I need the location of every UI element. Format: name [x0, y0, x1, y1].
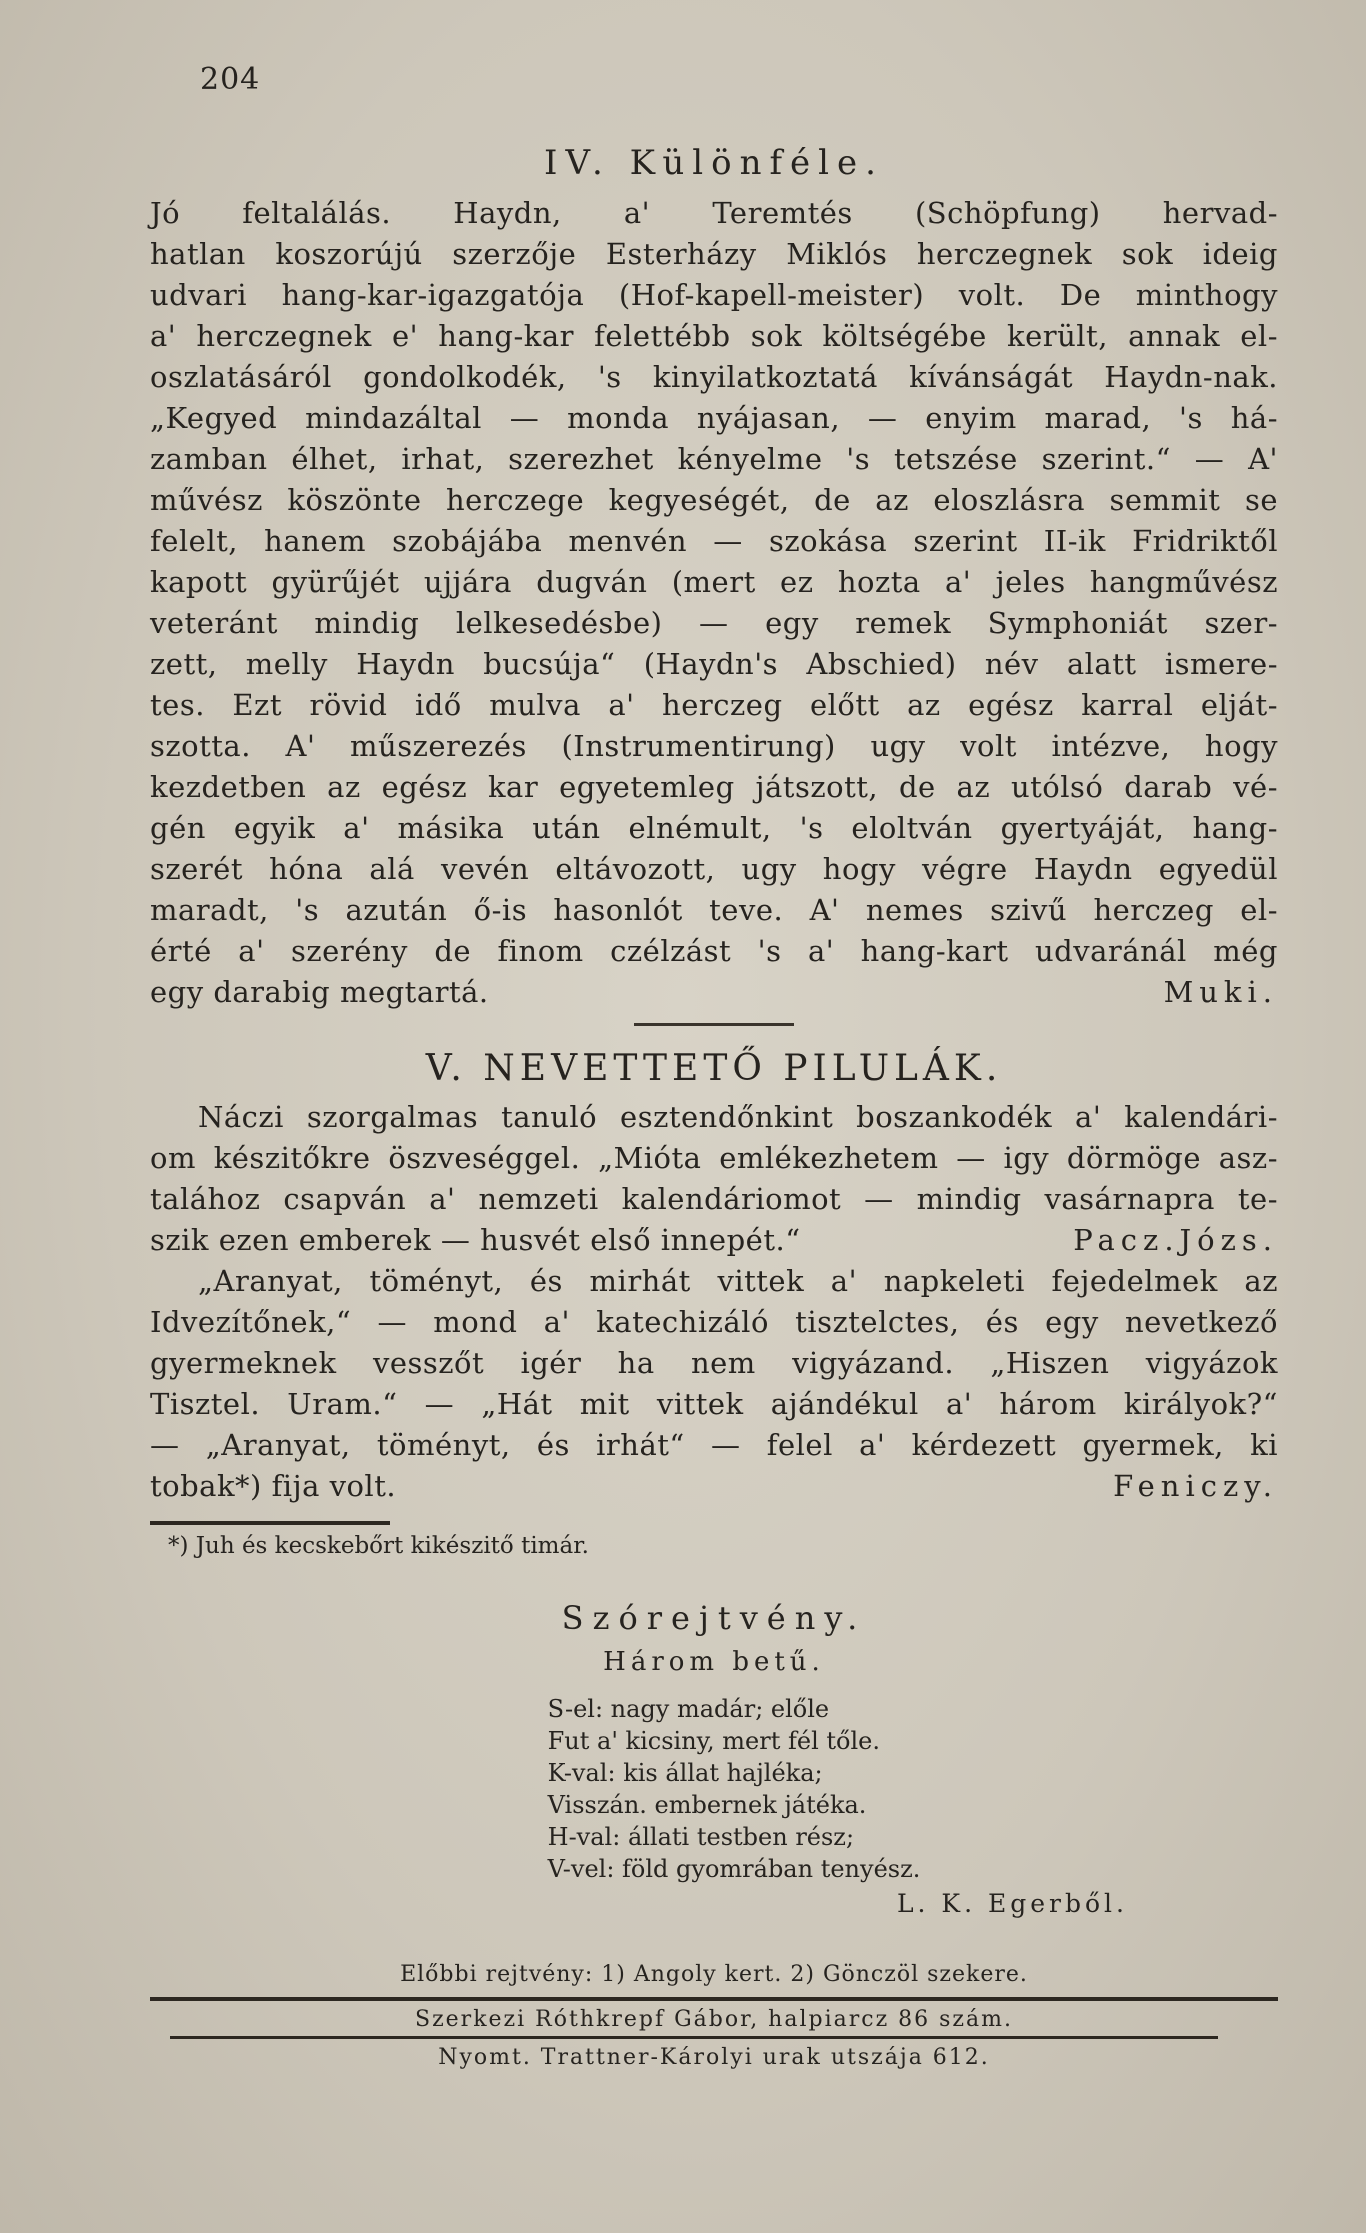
text-line-with-signature: [150, 972, 1278, 1013]
imprint-rule: [170, 2036, 1218, 2039]
text-line: om készitőkre öszveséggel. „Mióta emlékezhetem — igy dörmöge asz-: [150, 1141, 1278, 1175]
text-line: egy darabig megtartá.: [150, 975, 489, 1009]
section-divider: [634, 1023, 794, 1026]
text-line: kapott gyürűjét ujjára dugván (mert ez hozta a' jeles hangművész: [150, 565, 1278, 599]
text-line: tes. Ezt rövid idő mulva a' herczeg előtt az egész karral elját-: [150, 688, 1278, 722]
text-line: oszlatásáról gondolkodék, 's kinyilatkoztatá kívánságát Haydn-nak.: [150, 360, 1278, 394]
author-signature-muki: Muki.: [1163, 975, 1278, 1009]
word-puzzle: [150, 1599, 1278, 1918]
text-line: „Kegyed mindazáltal — monda nyájasan, — enyim marad, 's há-: [150, 401, 1278, 435]
text-line: érté a' szerény de finom czélzást 's a' hang-kart udvaránál még: [150, 934, 1278, 968]
puzzle-line: V-vel: föld gyomrában tenyész.: [547, 1855, 921, 1883]
puzzle-subtitle: Három betű.: [603, 1647, 825, 1677]
footnote: *) Juh és kecskebőrt kikészitő timár.: [168, 1533, 589, 1559]
text-line: tobak*) fija volt.: [150, 1469, 397, 1503]
author-signature-feniczy: Feniczy.: [1113, 1469, 1278, 1503]
text-line: a' herczegnek e' hang-kar felettébb sok költségébe került, annak el-: [150, 319, 1278, 353]
text-line: művész köszönte herczege kegyeségét, de az eloszlásra semmit se: [150, 483, 1278, 517]
text-line: felelt, hanem szobájába menvén — szokása szerint II-ik Fridriktől: [150, 524, 1278, 558]
page-number: 204: [200, 62, 261, 97]
text-line: szik ezen emberek — husvét első innepét.“: [150, 1223, 801, 1257]
puzzle-verse: [548, 1693, 921, 1885]
text-line: udvari hang-kar-igazgatója (Hof-kapell-meister) volt. De minthogy: [150, 278, 1278, 312]
text-line: szerét hóna alá vevén eltávozott, ugy hogy végre Haydn egyedül: [150, 852, 1278, 886]
printer-imprint: Nyomt. Trattner-Károlyi urak utszája 612.: [438, 2045, 990, 2070]
author-signature-pacz: Pacz.Józs.: [1073, 1223, 1278, 1257]
text-line: Náczi szorgalmas tanuló esztendőnkint boszankodék a' kalendári-: [198, 1100, 1278, 1134]
editor-imprint: Szerkezi Róthkrepf Gábor, halpiarcz 86 szám.: [415, 2007, 1013, 2032]
text-line: maradt, 's azután ő-is hasonlót teve. A' nemes szivű herczeg el-: [150, 893, 1278, 927]
text-line: Tisztel. Uram.“ — „Hát mit vittek ajándékul a' három királyok?“: [150, 1387, 1278, 1421]
text-line: Jó feltalálás. Haydn, a' Teremtés (Schöpfung) hervad-: [150, 196, 1278, 230]
text-line: kezdetben az egész kar egyetemleg játszott, de az utólsó darab vé-: [150, 770, 1278, 804]
previous-puzzle-answer: Előbbi rejtvény: 1) Angoly kert. 2) Gönczöl szekere.: [400, 1962, 1028, 1987]
text-line: zamban élhet, irhat, szerezhet kényelme 's tetszése szerint.“ — A': [150, 442, 1278, 476]
text-line: szotta. A' műszerezés (Instrumentirung) ugy volt intézve, hogy: [150, 729, 1278, 763]
section-title-iv: IV. Különféle.: [544, 143, 884, 183]
text-line: gyermeknek vesszőt igér ha nem vigyázand. „Hiszen vigyázok: [150, 1346, 1278, 1380]
section-v-paragraph-1: [150, 1097, 1278, 1261]
puzzle-title: Szórejtvény.: [561, 1599, 867, 1637]
section-title-v: V. NEVETTETŐ PILULÁK.: [425, 1048, 1003, 1089]
text-line-with-signature: [150, 1220, 1278, 1261]
text-line: Idvezítőnek,“ — mond a' katechizáló tisztelctes, és egy nevetkező: [150, 1305, 1278, 1339]
text-line: hatlan koszorújú szerzője Esterházy Miklós herczegnek sok ideig: [150, 237, 1278, 271]
text-line: zett, melly Haydn bucsúja“ (Haydn's Abschied) név alatt ismere-: [150, 647, 1278, 681]
puzzle-line: Visszán. embernek játéka.: [547, 1791, 867, 1819]
text-line: „Aranyat, töményt, és mirhát vittek a' napkeleti fejedelmek az: [198, 1264, 1278, 1298]
section-v-paragraph-2: [150, 1261, 1278, 1507]
section-iv-paragraph: [150, 193, 1278, 1013]
text-line-with-signature: [150, 1466, 1278, 1507]
imprint-rule: [150, 1997, 1278, 2001]
puzzle-author: L. K. Egerből.: [896, 1889, 1128, 1918]
footnote-rule: [150, 1521, 390, 1525]
puzzle-line: H-val: állati testben rész;: [547, 1823, 855, 1851]
text-line: — „Aranyat, töményt, és irhát“ — felel a' kérdezett gyermek, ki: [150, 1428, 1278, 1462]
text-line: veteránt mindig lelkesedésbe) — egy remek Symphoniát szer-: [150, 606, 1278, 640]
text-line: gén egyik a' másika után elnémult, 's eloltván gyertyáját, hang-: [150, 811, 1278, 845]
text-line: talához csapván a' nemzeti kalendáriomot — mindig vasárnapra te-: [150, 1182, 1278, 1216]
puzzle-line: S-el: nagy madár; előle: [547, 1695, 830, 1723]
puzzle-line: Fut a' kicsiny, mert fél tőle.: [547, 1727, 880, 1755]
puzzle-line: K-val: kis állat hajléka;: [547, 1759, 823, 1787]
